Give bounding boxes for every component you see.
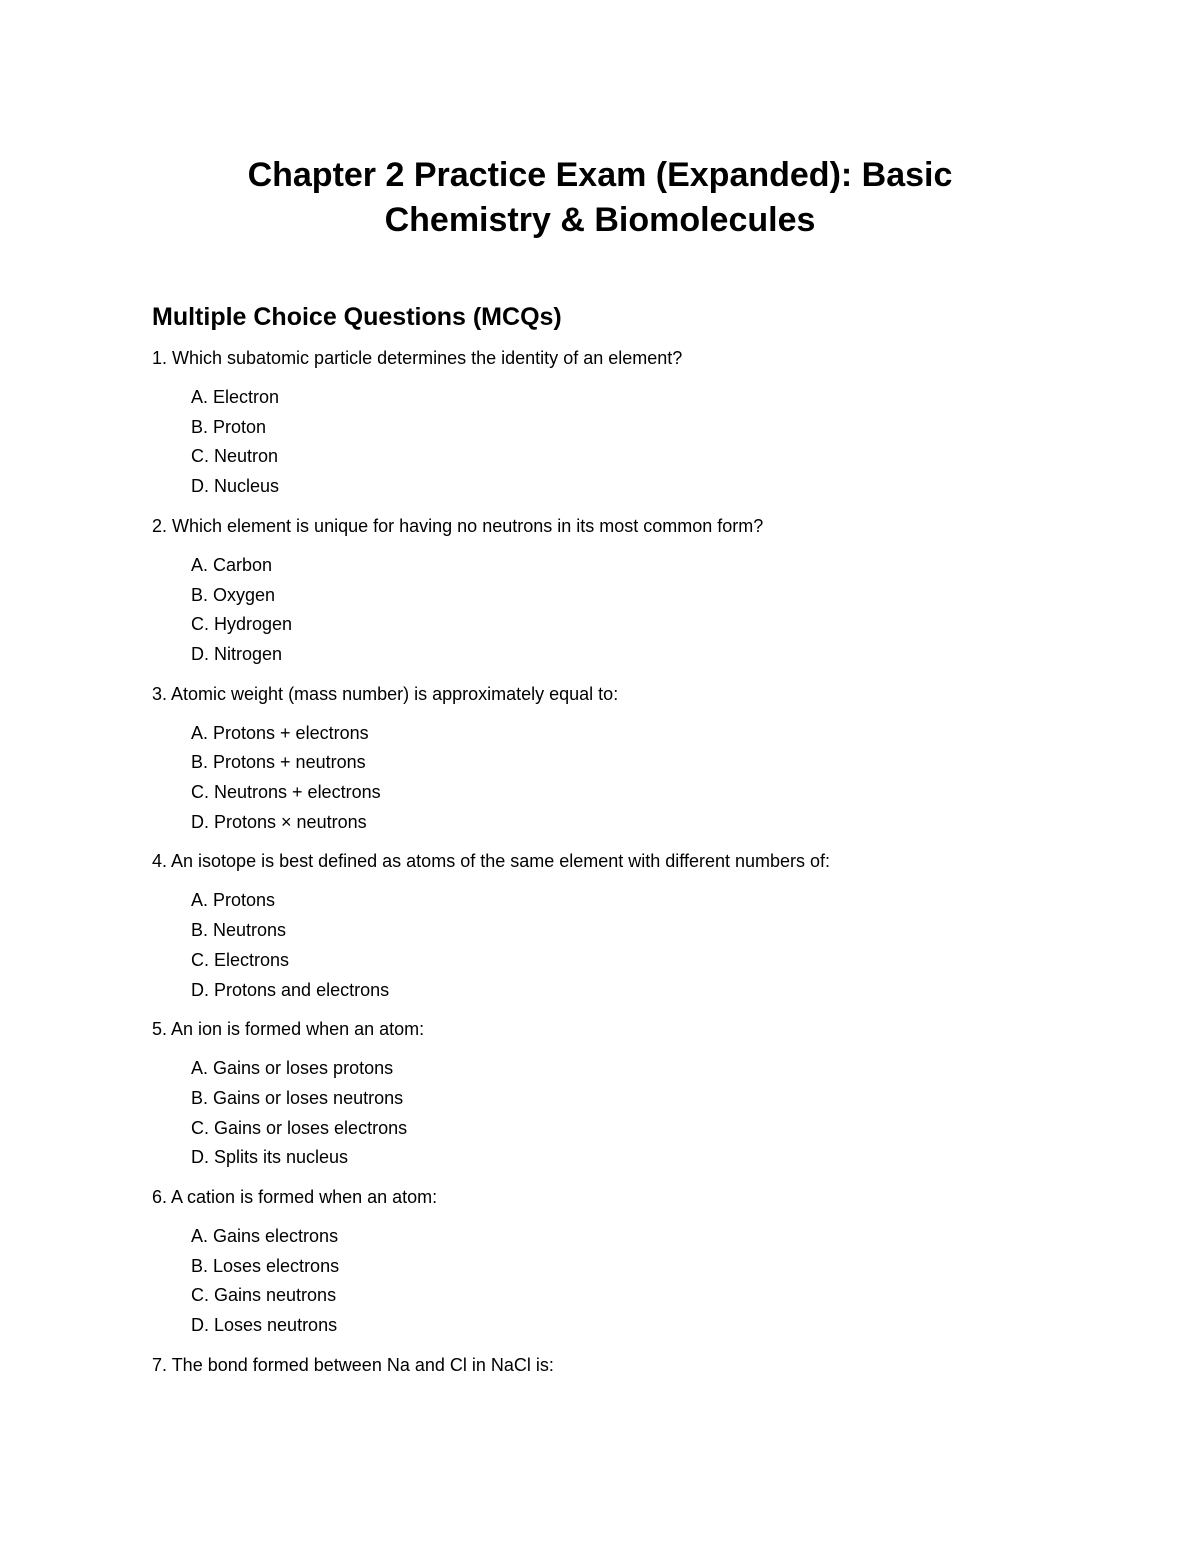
option-a: A. Protons + electrons (191, 722, 369, 743)
option-b: B. Gains or loses neutrons (191, 1087, 404, 1108)
option-c: C. Hydrogen (191, 614, 293, 635)
question-1 (152, 344, 1072, 502)
option-c: C. Neutrons + electrons (191, 782, 381, 803)
question-2 (152, 512, 1072, 670)
option-b: B. Neutrons (191, 920, 287, 941)
option-list (152, 1054, 1072, 1173)
option-list (152, 719, 1072, 838)
option-d: D. Protons × neutrons (191, 811, 367, 832)
option-b: B. Loses electrons (191, 1255, 340, 1276)
option-list (152, 383, 1072, 502)
question-text: 2. Which element is unique for having no neutrons in its most common form? (152, 515, 764, 536)
option-b: B. Oxygen (191, 584, 276, 605)
option-c: C. Gains or loses electrons (191, 1117, 408, 1138)
option-c: C. Gains neutrons (191, 1285, 337, 1306)
question-5 (152, 1015, 1072, 1173)
option-list (152, 551, 1072, 670)
page-title (0, 153, 1200, 243)
section-heading: Multiple Choice Questions (MCQs) (152, 303, 562, 331)
option-list (152, 1222, 1072, 1341)
question-3 (152, 680, 1072, 838)
option-a: A. Protons (191, 890, 276, 911)
option-c: C. Neutron (191, 446, 279, 467)
option-b: B. Protons + neutrons (191, 752, 366, 773)
question-text: 7. The bond formed between Na and Cl in NaCl is: (152, 1354, 554, 1375)
question-text: 6. A cation is formed when an atom: (152, 1187, 438, 1208)
question-6 (152, 1183, 1072, 1341)
question-list (152, 344, 1072, 1390)
question-7 (152, 1351, 1072, 1379)
question-4 (152, 847, 1072, 1005)
question-text: 3. Atomic weight (mass number) is approximately equal to: (152, 683, 619, 704)
question-text: 1. Which subatomic particle determines the identity of an element? (152, 348, 683, 368)
option-d: D. Nitrogen (191, 643, 283, 664)
option-d: D. Protons and electrons (191, 979, 390, 1000)
option-d: D. Loses neutrons (191, 1315, 338, 1336)
option-d: D. Nucleus (191, 476, 280, 497)
page-title-line-1: Chapter 2 Practice Exam (Expanded): Basic (247, 156, 953, 194)
question-text: 4. An isotope is best defined as atoms of the same element with different numbers of: (152, 851, 831, 872)
option-a: A. Gains electrons (191, 1226, 339, 1247)
option-a: A. Gains or loses protons (191, 1058, 394, 1079)
page-title-line-2: Chemistry & Biomolecules (384, 201, 816, 239)
option-d: D. Splits its nucleus (191, 1147, 349, 1168)
option-list (152, 886, 1072, 1005)
option-b: B. Proton (191, 416, 267, 437)
option-a: A. Carbon (191, 554, 273, 575)
option-c: C. Electrons (191, 949, 290, 970)
question-text: 5. An ion is formed when an atom: (152, 1019, 425, 1040)
option-a: A. Electron (191, 387, 280, 407)
